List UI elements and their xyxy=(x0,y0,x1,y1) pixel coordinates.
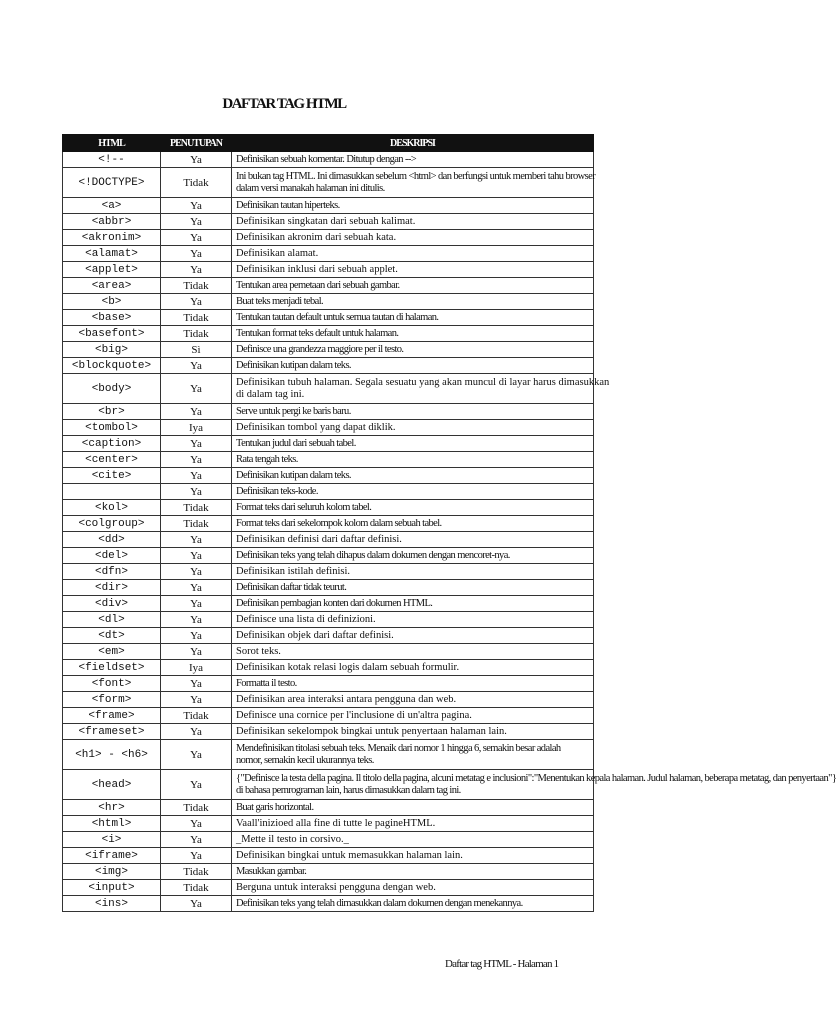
table-row xyxy=(63,740,594,770)
tag-cell: <!DOCTYPE> xyxy=(63,168,161,198)
closing-cell: Iya xyxy=(161,660,232,676)
description-line: Definisikan singkatan dari sebuah kalimat. xyxy=(236,215,416,227)
tag-cell: <input> xyxy=(63,880,161,896)
tag-cell: <a> xyxy=(63,198,161,214)
tag-cell: <i> xyxy=(63,832,161,848)
page-footer: Daftar tag HTML - Halaman 1 xyxy=(445,958,559,970)
closing-cell: Ya xyxy=(161,580,232,596)
description-line: Masukkan gambar. xyxy=(236,865,307,877)
table-row xyxy=(63,326,594,342)
tag-cell: <akronim> xyxy=(63,230,161,246)
description-cell xyxy=(232,246,594,262)
description-line: Definisikan inklusi dari sebuah applet. xyxy=(236,263,398,275)
closing-cell: Sì xyxy=(161,342,232,358)
description-line: Definisikan sebuah komentar. Ditutup dengan --> xyxy=(236,153,417,165)
description-cell xyxy=(232,580,594,596)
table-row xyxy=(63,246,594,262)
table-row xyxy=(63,564,594,580)
table-row xyxy=(63,358,594,374)
table-row xyxy=(63,724,594,740)
tag-cell: <fieldset> xyxy=(63,660,161,676)
description-line: Berguna untuk interaksi pengguna dengan web. xyxy=(236,881,436,893)
description-cell xyxy=(232,832,594,848)
description-line: Definisikan teks yang telah dihapus dalam dokumen dengan mencoret-nya. xyxy=(236,549,510,561)
description-cell xyxy=(232,294,594,310)
table-row xyxy=(63,452,594,468)
header-deskripsi: DESKRIPSI xyxy=(232,135,594,152)
description-cell xyxy=(232,420,594,436)
table-row xyxy=(63,214,594,230)
description-line: Tentukan format teks default untuk halaman. xyxy=(236,327,399,339)
description-cell xyxy=(232,532,594,548)
tag-cell: <caption> xyxy=(63,436,161,452)
description-cell xyxy=(232,436,594,452)
description-line: Rata tengah teks. xyxy=(236,453,298,465)
tag-cell: <alamat> xyxy=(63,246,161,262)
tag-cell: <dfn> xyxy=(63,564,161,580)
table-row xyxy=(63,644,594,660)
closing-cell: Ya xyxy=(161,358,232,374)
tag-cell: <form> xyxy=(63,692,161,708)
description-line: Buat teks menjadi tebal. xyxy=(236,295,324,307)
tag-cell: <div> xyxy=(63,596,161,612)
closing-cell: Ya xyxy=(161,152,232,168)
table-row xyxy=(63,294,594,310)
description-line: Vaall'inizioed alla fine di tutte le pagineHTML. xyxy=(236,817,436,829)
closing-cell: Ya xyxy=(161,198,232,214)
description-cell xyxy=(232,644,594,660)
description-line: Definisikan tubuh halaman. Segala sesuatu yang akan muncul di layar harus dimasukkan xyxy=(236,376,610,388)
closing-cell: Ya xyxy=(161,436,232,452)
description-line: Format teks dari sekelompok kolom dalam sebuah tabel. xyxy=(236,517,442,529)
closing-cell: Ya xyxy=(161,484,232,500)
tag-cell: <colgroup> xyxy=(63,516,161,532)
closing-cell: Ya xyxy=(161,548,232,564)
table-row xyxy=(63,262,594,278)
closing-cell: Ya xyxy=(161,468,232,484)
tag-cell: <abbr> xyxy=(63,214,161,230)
description-cell xyxy=(232,230,594,246)
description-cell xyxy=(232,342,594,358)
table-row xyxy=(63,420,594,436)
table-row xyxy=(63,848,594,864)
table-row xyxy=(63,168,594,198)
tag-cell: <cite> xyxy=(63,468,161,484)
description-cell xyxy=(232,500,594,516)
description-line: Buat garis horizontal. xyxy=(236,801,314,813)
header-html: HTML xyxy=(63,135,161,152)
closing-cell: Ya xyxy=(161,692,232,708)
table-row xyxy=(63,310,594,326)
table-row xyxy=(63,800,594,816)
description-line: Tentukan tautan default untuk semua tautan di halaman. xyxy=(236,311,439,323)
tag-cell: <html> xyxy=(63,816,161,832)
description-cell xyxy=(232,168,594,198)
closing-cell: Tidak xyxy=(161,326,232,342)
table-row xyxy=(63,278,594,294)
tag-cell: <dt> xyxy=(63,628,161,644)
table-row xyxy=(63,152,594,168)
description-cell xyxy=(232,708,594,724)
description-line: Tentukan area pemetaan dari sebuah gambar. xyxy=(236,279,400,291)
closing-cell: Tidak xyxy=(161,278,232,294)
tag-cell: <br> xyxy=(63,404,161,420)
page-title: DAFTAR TAG HTML xyxy=(222,96,346,112)
table-row xyxy=(63,230,594,246)
table-row xyxy=(63,612,594,628)
description-cell xyxy=(232,816,594,832)
closing-cell: Ya xyxy=(161,262,232,278)
closing-cell: Tidak xyxy=(161,800,232,816)
tag-cell: <dir> xyxy=(63,580,161,596)
description-cell xyxy=(232,214,594,230)
description-line: Definisikan objek dari daftar definisi. xyxy=(236,629,394,641)
description-line-2: di dalam tag ini. xyxy=(236,388,305,400)
description-line: Definisikan teks yang telah dimasukkan dalam dokumen dengan menekannya. xyxy=(236,897,523,909)
description-cell xyxy=(232,880,594,896)
closing-cell: Ya xyxy=(161,532,232,548)
description-line: {"Definisce la testa della pagina. Il titolo della pagina, alcuni metatag e inclusioni":"Menentukan kepala halaman. Judul halaman, beberapa metatag, dan penyertaan"} xyxy=(236,772,836,784)
description-line: Definisikan sekelompok bingkai untuk penyertaan halaman lain. xyxy=(236,725,507,737)
description-line: Definisikan kotak relasi logis dalam sebuah formulir. xyxy=(236,661,460,673)
closing-cell: Ya xyxy=(161,452,232,468)
table-body xyxy=(63,152,836,912)
closing-cell: Tidak xyxy=(161,168,232,198)
tag-cell: <!-- xyxy=(63,152,161,168)
closing-cell: Ya xyxy=(161,596,232,612)
table-row xyxy=(63,880,594,896)
description-line: _Mette il testo in corsivo._ xyxy=(236,833,349,845)
description-line: Serve untuk pergi ke baris baru. xyxy=(236,405,351,417)
description-cell xyxy=(232,724,594,740)
closing-cell: Ya xyxy=(161,230,232,246)
closing-cell: Ya xyxy=(161,404,232,420)
tag-cell: <kol> xyxy=(63,500,161,516)
tag-cell: <center> xyxy=(63,452,161,468)
table-row xyxy=(63,816,594,832)
table-row xyxy=(63,198,594,214)
description-line: Definisce una cornice per l'inclusione di un'altra pagina. xyxy=(236,709,472,721)
description-cell xyxy=(232,516,594,532)
description-cell xyxy=(232,596,594,612)
table-row xyxy=(63,770,594,800)
description-line-2: nomor, semakin kecil ukurannya teks. xyxy=(236,754,374,766)
tag-cell: <h1> - <h6> xyxy=(63,740,161,770)
html-tag-table xyxy=(62,134,836,912)
closing-cell: Tidak xyxy=(161,880,232,896)
table-row xyxy=(63,468,594,484)
description-cell xyxy=(232,864,594,880)
description-cell xyxy=(232,770,836,800)
closing-cell: Ya xyxy=(161,246,232,262)
description-cell xyxy=(232,660,594,676)
table-row xyxy=(63,580,594,596)
description-line: Sorot teks. xyxy=(236,645,281,657)
description-cell xyxy=(232,612,594,628)
description-line: Tentukan judul dari sebuah tabel. xyxy=(236,437,356,449)
closing-cell: Ya xyxy=(161,896,232,912)
description-cell xyxy=(232,740,594,770)
description-cell xyxy=(232,800,594,816)
closing-cell: Ya xyxy=(161,724,232,740)
description-line: Definisikan tautan hiperteks. xyxy=(236,199,340,211)
table-row xyxy=(63,676,594,692)
closing-cell: Ya xyxy=(161,612,232,628)
description-cell xyxy=(232,692,594,708)
tag-cell: <head> xyxy=(63,770,161,800)
tag-cell: <em> xyxy=(63,644,161,660)
tag-cell: <frameset> xyxy=(63,724,161,740)
closing-cell: Ya xyxy=(161,816,232,832)
table-row xyxy=(63,832,594,848)
header-penutupan: PENUTUPAN xyxy=(161,135,232,152)
table-row xyxy=(63,548,594,564)
closing-cell: Ya xyxy=(161,294,232,310)
table-row xyxy=(63,532,594,548)
description-cell xyxy=(232,564,594,580)
description-line: Format teks dari seluruh kolom tabel. xyxy=(236,501,372,513)
closing-cell: Tidak xyxy=(161,864,232,880)
description-line: Definisikan bingkai untuk memasukkan halaman lain. xyxy=(236,849,463,861)
tag-cell: <iframe> xyxy=(63,848,161,864)
closing-cell: Ya xyxy=(161,832,232,848)
closing-cell: Ya xyxy=(161,848,232,864)
tag-cell: <ins> xyxy=(63,896,161,912)
tag-cell: <blockquote> xyxy=(63,358,161,374)
description-cell xyxy=(232,848,594,864)
description-cell xyxy=(232,468,594,484)
tag-cell: <applet> xyxy=(63,262,161,278)
description-cell xyxy=(232,310,594,326)
closing-cell: Iya xyxy=(161,420,232,436)
table-row xyxy=(63,516,594,532)
description-line: Definisikan pembagian konten dari dokumen HTML. xyxy=(236,597,433,609)
description-cell xyxy=(232,676,594,692)
table-row xyxy=(63,436,594,452)
table-row xyxy=(63,342,594,358)
table-row xyxy=(63,896,594,912)
table-row xyxy=(63,660,594,676)
description-line: Definisikan tombol yang dapat diklik. xyxy=(236,421,396,433)
table-row xyxy=(63,596,594,612)
table-row xyxy=(63,374,594,404)
description-line-2: dalam versi manakah halaman ini ditulis. xyxy=(236,182,385,194)
closing-cell: Ya xyxy=(161,770,232,800)
tag-cell: <basefont> xyxy=(63,326,161,342)
description-line: Definisikan istilah definisi. xyxy=(236,565,351,577)
tag-cell: <tombol> xyxy=(63,420,161,436)
tag-cell: <body> xyxy=(63,374,161,404)
description-line: Definisikan teks-kode. xyxy=(236,485,318,497)
tag-cell: <font> xyxy=(63,676,161,692)
closing-cell: Ya xyxy=(161,644,232,660)
closing-cell: Ya xyxy=(161,676,232,692)
description-line: Definisikan kutipan dalam teks. xyxy=(236,359,351,371)
closing-cell: Ya xyxy=(161,740,232,770)
description-cell xyxy=(232,896,594,912)
description-line: Mendefinisikan titolasi sebuah teks. Menaik dari nomor 1 hingga 6, semakin besar adalah xyxy=(236,742,561,754)
description-line-2: di bahasa pemrograman lain, harus dimasukkan dalam tag ini. xyxy=(236,784,461,796)
tag-cell: <b> xyxy=(63,294,161,310)
description-cell xyxy=(232,374,610,404)
closing-cell: Tidak xyxy=(161,516,232,532)
description-line: Definisce una grandezza maggiore per il testo. xyxy=(236,343,404,355)
tag-cell: <area> xyxy=(63,278,161,294)
closing-cell: Ya xyxy=(161,374,232,404)
table-header-row xyxy=(63,135,594,152)
description-cell xyxy=(232,262,594,278)
closing-cell: Ya xyxy=(161,214,232,230)
closing-cell: Ya xyxy=(161,628,232,644)
description-line: Definisikan alamat. xyxy=(236,247,319,259)
tag-cell: <hr> xyxy=(63,800,161,816)
table-row xyxy=(63,484,594,500)
table-row xyxy=(63,404,594,420)
table-row xyxy=(63,708,594,724)
closing-cell: Tidak xyxy=(161,500,232,516)
description-cell xyxy=(232,152,594,168)
description-cell xyxy=(232,404,594,420)
tag-cell: <dl> xyxy=(63,612,161,628)
description-cell xyxy=(232,198,594,214)
tag-cell: <base> xyxy=(63,310,161,326)
description-line: Definisikan area interaksi antara pengguna dan web. xyxy=(236,693,457,705)
description-cell xyxy=(232,358,594,374)
description-line: Definisikan akronim dari sebuah kata. xyxy=(236,231,397,243)
tag-cell: <dd> xyxy=(63,532,161,548)
closing-cell: Tidak xyxy=(161,708,232,724)
description-line: Definisikan kutipan dalam teks. xyxy=(236,469,351,481)
description-cell xyxy=(232,278,594,294)
description-cell xyxy=(232,452,594,468)
table-row xyxy=(63,628,594,644)
description-cell xyxy=(232,628,594,644)
table-row xyxy=(63,500,594,516)
closing-cell: Ya xyxy=(161,564,232,580)
tag-cell: <img> xyxy=(63,864,161,880)
tag-cell: <frame> xyxy=(63,708,161,724)
closing-cell: Tidak xyxy=(161,310,232,326)
table-row xyxy=(63,864,594,880)
description-cell xyxy=(232,484,594,500)
description-cell xyxy=(232,548,594,564)
description-line: Definisikan daftar tidak teurut. xyxy=(236,581,347,593)
tag-cell xyxy=(63,484,161,500)
description-line: Formatta il testo. xyxy=(236,677,297,689)
description-line: Ini bukan tag HTML. Ini dimasukkan sebelum <html> dan berfungsi untuk memberi tahu browser xyxy=(236,170,596,182)
description-line: Definisikan definisi dari daftar definisi. xyxy=(236,533,402,545)
tag-cell: <del> xyxy=(63,548,161,564)
tag-cell: <big> xyxy=(63,342,161,358)
description-cell xyxy=(232,326,594,342)
table-row xyxy=(63,692,594,708)
description-line: Definisce una lista di definizioni. xyxy=(236,613,376,625)
